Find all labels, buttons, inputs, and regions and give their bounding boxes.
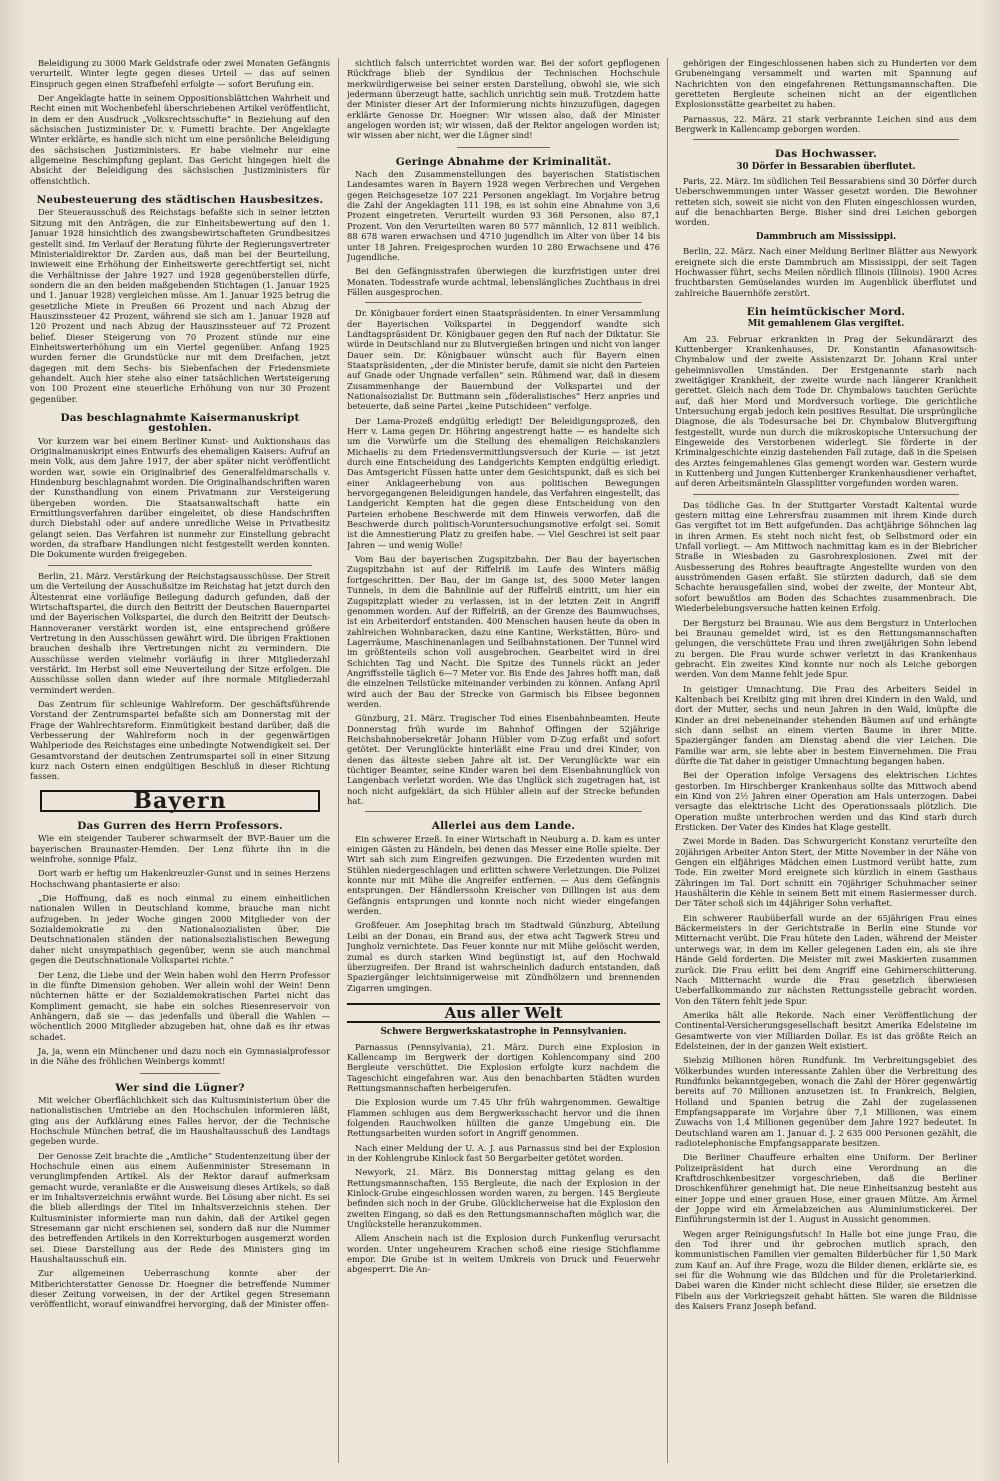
- article-paragraph: Die Explosion wurde um 7.45 Uhr früh wahrgenommen. Gewaltige Flammen schlugen aus dem Bergwerksschacht hervor und die ihnen folgenden Rauchwolken hüllten die ganze Umgebung ein. Die Rettungsarbeiten wurden sofort in Angriff genommen.: [347, 1097, 660, 1139]
- article-paragraph: Dr. Königbauer fordert einen Staatspräsidenten. In einer Versammlung der Bayerischen Volkspartei in Deggendorf wandte sich Landtagspräsident Dr. Königbauer gegen den Ruf nach der Diktatur. Sie würde in Deutschland nur zu Blutvergießen bringen und nicht von langer Dauer sein. Dr. Königbauer wünscht auch für Bayern einen Staatspräsidenten, „der die Minister berufe, damit sie nicht den Parteien auf Gnade oder Ungnade verfallen“ sein. Rühmend war, daß in diesem Zusammenhange der Bauernbund der Volkspartei und der Nationalsozialist Dr. Buttmann sein „föderalistisches“ Herz anpries und beteuerte, daß seine Partei „keine Putschideen“ verfolge.: [347, 308, 660, 412]
- article-headline: Wer sind die Lügner?: [115, 1081, 245, 1094]
- article-headline: Das Gurren des Herrn Professors.: [77, 820, 283, 833]
- article-paragraph: Paris, 22. März. Im südlichen Teil Bessarabiens sind 30 Dörfer durch Ueberschwemmungen unter Wasser gesetzt worden. Die Bewohner retteten sich, soweit sie nicht von den Fluten eingeschlossen wurden, auf die benachbarten Berge. Bisher sind drei Leichen geborgen worden.: [675, 176, 977, 228]
- article-paragraph: Bei der Operation infolge Versagens des elektrischen Lichtes gestorben. Im Hirschberger Krankenhaus sollte das Mittwoch abend ein Kind von 2½ Jahren einer Operation am Hals unterzogen. Dabei versagte das elektrische Licht des Operationssaals plötzlich. Die Operation mußte unterbrochen werden und das Kind starb durch Ersticken. Der Vater des Kindes hat Klage gestellt.: [675, 770, 977, 833]
- article-subheadline: Dammbruch am Mississippi.: [755, 231, 897, 242]
- column-left: [30, 58, 330, 1468]
- section-heading-banner: Aus aller Welt: [347, 1003, 660, 1023]
- column-right: [675, 58, 977, 1468]
- article-paragraph: Vor kurzem war bei einem Berliner Kunst- und Auktionshaus das Originalmanuskript eines Entwurfs des ehemaligen Kaisers: Aufruf an mein Volk, aus dem Jahre 1917, der aber später nicht veröffentlicht worden war, sowie ein Originalbrief des Generalfeldmarschalls v. Hindenburg beschlagnahmt worden. Die Originalhandschriften waren der Kunsthandlung von einem Privatmann zur Versteigerung übergeben worden. Die Staatsanwaltschaft hatte ein Ermittlungsverfahren darüber eingeleitet, ob diese Handschriften durch Diebstahl oder auf andere unredliche Weise in Privatbesitz gelangt seien. Das Verfahren ist nunmehr zur Einstellung gebracht worden, da strafbare Handlungen nicht festgestellt werden konnten. Die Dokumente wurden freigegeben.: [30, 435, 330, 560]
- article-paragraph: Nach einer Meldung der U. A. J. aus Parnassus sind bei der Explosion in der Kohlengrube Kinlock fast 50 Bergarbeiter getötet worden.: [347, 1142, 660, 1163]
- short-separator: [140, 1073, 220, 1074]
- section-heading-box: Bayern: [40, 790, 320, 812]
- article-paragraph: Das Zentrum für schleunige Wahlreform. Der geschäftsführende Vorstand der Zentrumspartei befaßte sich am Donnerstag mit der Frage der Wahlrechtsreform. Einmütigkeit bestand darüber, daß die Verbesserung der Wahlreform noch in der gegenwärtigen Wahlperiode des Reichstages eine unbedingte Notwendigkeit sei. Der Gesamtvorstand der deutschen Zentrumspartei soll in einer Sitzung kurz nach Ostern einen endgültigen Beschluß in dieser Richtung fassen.: [30, 698, 330, 782]
- article-subheadline: Mit gemahlenem Glas vergiftet.: [747, 319, 905, 330]
- article-headline: Das Hochwasser.: [775, 148, 877, 161]
- article-paragraph: „Die Hoffnung, daß es noch einmal zu einem einheitlichen nationalen Willen in Deutschland komme, brauche man nicht aufzugeben. In jeder Woche gingen 2000 Mitglieder von der Sozialdemokratie zu den Nationalsozialisten über. Die Deutschnationalen ständen der nationalsozialistischen Bewegung daher nicht unsympathisch gegenüber, wenn sie auch manchmal gegen die Deutschnationale Volkspartei richte.“: [30, 893, 330, 966]
- article-paragraph: Wie ein steigender Tauberer schwarmselt der BVP.-Bauer um die bayerischen Braunaster-Hemden. Der Lenz führte ihn in die weinfrohe, sonnige Pfalz.: [30, 833, 330, 865]
- separator-line: [365, 811, 642, 812]
- article-paragraph: Am 23. Februar erkrankten in Prag der Sekundärarzt des Kuttenberger Krankenhauses, Dr. Konstantin Afanasowitsch-Chymbalow und der zweite Assistenzarzt Dr. Johann Kral unter geheimnisvollen Umständen. Der Erstgenannte starb nach zweitägiger Krankheit, der zweite wurde nach längerer Krankheit gerettet. Gleich nach dem Tode Dr. Chymbalows tauchten Gerüchte auf, daß hier Mord und Mordversuch vorliege. Die gerichtliche Untersuchung ergab jedoch kein positives Resultat. Die ursprüngliche Diagnose, die als Todesursache bei Dr. Chymbalow Blutvergiftung festgestellt, wurde nun durch die mikroskopische Untersuchung der Eingeweide des Verstorbenen widerlegt. Sie förderte in der Kriminalgeschichte einzig dastehenden Fall zutage, daß in die Speisen des Arztes feingemahlenes Glas gemengt worden war. Gestern wurde in Kuttenberg und Jungen Kuttenberger Krankenhausdiener verhaftet, auf deren Arbeitsmänteln Glassplitter vorgefunden worden waren.: [675, 333, 977, 489]
- article-paragraph: Amerika hält alle Rekorde. Nach einer Veröffentlichung der Continental-Versicherungsgesellschaft besitzt Amerika Edelsteine im Gesamtwerte von vier Milliarden Dollar. Es ist das größte Reich an Edelsteinen, der in der ganzen Welt existiert.: [675, 1009, 977, 1051]
- article-paragraph: Ein schwerer Erzeß. In einer Wirtschaft in Neuburg a. D. kam es unter einigen Gästen zu Händeln, bei denen das Messer eine Rolle spielte. Der Wirt sah sich zum Eingreifen gezwungen. Die Erzedenten wurden mit Stühlen niedergeschlagen und erlitten schwere Verletzungen. Die Polizei konnte nur mit Mühe die Angreifer entfernen. — Aus dem Gefängnis entsprungen. Der Händlerssohn Kreischer von Dillingen ist aus dem Gefängnis entsprungen und konnte noch nicht wieder eingefangen werden.: [347, 833, 660, 917]
- article-paragraph: Ja, ja, wenn ein Münchener und dazu noch ein Gymnasialprofessor in die Nähe des fröhlichen Weinbergs kommt!: [30, 1045, 330, 1067]
- separator-line: [693, 494, 959, 495]
- article-paragraph: Das tödliche Gas. In der Stuttgarter Vorstadt Kaltental wurde gestern mittag eine Lehrersfrau zusammen mit ihrem Kinde durch Gas vergiftet tot im Bett aufgefunden. Das achtjährige Söhnchen lag in ihren Armen. Es steht noch nicht fest, ob Selbstmord oder ein Unfall vorliegt. — Am Mittwoch nachmittag kam es in der Biebricher Straße in Wiesbaden zu Gasrohrexplosionen. Zwei mit der Ausbesserung des Rohres beauftragte Angestellte wurden von den ausströmenden Gasen erfaßt. Sie stürzten dadurch, daß sie dem Schachte herausgefallen sind, wobei der zweite, der Monteur Abt, sofort bewußtlos am Boden des Schachtes zusammenbrach. Die Wiederbelebungsversuche hatten keinen Erfolg.: [675, 499, 977, 614]
- article-paragraph: Zur allgemeinen Ueberraschung konnte aber der Mitberichterstatter Genosse Dr. Hoegner die betreffende Nummer dieser Zeitung vorweisen, in der der Artikel gegen Stresemann veröffentlicht, worauf einwandfrei hervorging, daß der Minister offen-: [30, 1268, 330, 1310]
- column-middle: [347, 58, 660, 1468]
- article-subheadline: Schwere Bergwerkskatastrophe in Pennsylvanien.: [380, 1027, 627, 1038]
- article-paragraph: Berlin, 21. März. Verstärkung der Reichstagsausschüsse. Der Streit um die Verteilung der Ausschußsitze im Reichstag hat jetzt durch den Ältestenrat eine vorläufige Beilegung dadurch gefunden, daß der Wirtschaftspartei, die durch den Beitritt der Deutschen Bauernpartei und der Bayerischen Volkspartei, die durch den Beitritt der Deutsch-Hannoveraner verstärkt worden ist, eine entsprechend größere Vertretung in den Ausschüssen gewährt wird. Die übrigen Fraktionen brauchen deshalb ihre Vertretungen nicht zu vermindern. Die Ausschüsse werden vielmehr vorläufig in ihrer Mitgliederzahl verstärkt. Im Herbst soll eine Neuverteilung der Sitze erfolgen. Die Ausschüsse sollen dann wieder auf ihre normale Mitgliederzahl vermindert werden.: [30, 570, 330, 695]
- article-headline: Neubesteuerung des städtischen Hausbesitzes.: [36, 194, 324, 207]
- column-rule: [667, 58, 668, 1463]
- separator-line: [693, 139, 959, 140]
- article-paragraph: Bei den Gefängnisstrafen überwiegen die kurzfristigen unter drei Monaten. Todesstrafe wurde achtmal, lebenslängliches Zuchthaus in drei Fällen ausgesprochen.: [347, 266, 660, 297]
- article-paragraph: gehörigen der Eingeschlossenen haben sich zu Hunderten vor dem Grubeneingang versammelt und warten mit Spannung auf Nachrichten von den eingefahrenen Rettungsmannschaften. Die geretteten Bergleute scheinen nicht an der eigentlichen Explosionsstätte gearbeitet zu haben.: [675, 58, 977, 110]
- article-paragraph: Der Steuerausschuß des Reichstags befaßte sich in seiner letzten Sitzung mit den Anträgen, die zur Einheitsbewertung auf den 1. Januar 1928 hinsichtlich des zwangsbewirtschafteten Grundbesitzes gestellt sind. Im Verlauf der Beratung führte der Regierungsvertreter Ministerialdirektor Dr. Zarden aus, daß man bei der Beurteilung, inwieweit eine Erhöhung der Einheitswerte gerechtfertigt sei, nicht die Verhältnisse der Jahre 1927 und 1928 gegenüberstellen dürfe, sondern die an den beiden maßgebenden Stichtagen (1. Januar 1925 und 1. Januar 1928) vergleichen müsse. Am 1. Januar 1925 betrug die gesetzliche Miete in Preußen 66 Prozent und nach Abzug der Hauszinssteuer 42 Prozent, während sie sich am 1. Januar 1928 auf 120 Prozent und nach Abzug der Hauszinssteuer auf 72 Prozent belief. Dieser Steigerung von 70 Prozent stünde nur eine Einheitswerterhöhung um ein Viertel gegenüber. Anfang 1925 wurden ferner die Grundstücke nur mit dem Dreifachen, jetzt dagegen mit dem Sechs- bis Siebenfachen der Friedensmiete gehandelt. Auch hier stehe also einer tatsächlichen Wertsteigerung von 100 Prozent eine steuerliche Erhöhung von nur 30 Prozent gegenüber.: [30, 207, 330, 404]
- short-separator: [457, 147, 550, 148]
- article-paragraph: Günzburg, 21. März. Tragischer Tod eines Eisenbahnbeamten. Heute Donnerstag früh wurde im Bahnhof Offingen der 52jährige Reichsbahnobersekretär Johann Hübler vom D-Zug erfaßt und sofort getötet. Der Verunglückte hinterläßt eine Frau und drei Kinder, von denen das älteste sieben Jahre alt ist. Der Verunglückte war ein tüchtiger Beamter, seine Kinder waren bei dem Eisenbahnunglück von Langenbach verletzt worden. Wie das Unglück sich zugetragen hat, ist noch nicht aufgeklärt, da sich Hübler allein auf der Strecke befunden hat.: [347, 713, 660, 807]
- article-paragraph: Dort warb er heftig um Hakenkreuzler-Gunst und in seines Herzens Hochschwang phantasierte er also:: [30, 868, 330, 889]
- article-paragraph: Der Angeklagte hatte in seinem Oppositionsblättchen Wahrheit und Recht einen mit Wochenbefehl überschriebenen Artikel veröffentlicht, in dem er den Ausdruck „Volksrechtsschufte“ in Beziehung auf den sächsischen Justizminister Dr. v. Fumetti brachte. Der Angeklagte Winter erklärte, es handle sich nicht um eine persönliche Beleidigung des sächsischen Justizministers. Er habe vielmehr nur eine allgemeine Beschimpfung geplant. Das Gericht hingegen hielt die Absicht der Beleidigung des sächsischen Justizministers für offensichtlich.: [30, 93, 330, 186]
- article-paragraph: Siebzig Millionen hören Rundfunk. Im Verbreitungsgebiet des Völkerbundes wurden interessante Zahlen über die Verbreitung des Rundfunks bekanntgegeben, wonach die Zahl der Hörer gegenwärtig bereits auf 70 Millionen anzusetzen ist. In Frankreich, Belgien, Holland und Spanien betrug die Zahl der zugelassenen Empfangsapparate im Vorjahre über 7,1 Millionen, was einem Zuwachs von 1,4 Millionen gegenüber dem Jahre 1927 bedeutet. In Deutschland waren am 1. Januar d. J. 2 635 000 Personen gezählt, die radiotelephonische Empfangsapparate besitzen.: [675, 1055, 977, 1148]
- article-paragraph: Großfeuer. Am Josephitag brach im Stadtwald Günzburg, Abteilung Leibi an der Donau, ein Brand aus, der etwa acht Tagwerk Streu und Jungholz vernichtete. Das Feuer konnte nur mit Mühe gelöscht werden, zumal es durch starken Wind begünstigt ist, auf den Hochwald überzugreifen. Der Brand ist wahrscheinlich dadurch entstanden, daß Spaziergänger leichtsinnigerweise mit Zündhölzern und brennenden Zigarren umgingen.: [347, 920, 660, 993]
- article-headline: Ein heimtückischer Mord.: [746, 305, 906, 318]
- article-paragraph: Parnassus, 22. März. 21 stark verbrannte Leichen sind aus dem Bergwerk in Kallencamp geborgen worden.: [675, 113, 977, 135]
- article-paragraph: Beleidigung zu 3000 Mark Geldstrafe oder zwei Monaten Gefängnis verurteilt. Winter legte gegen dieses Urteil — das auf seinen Einspruch gegen einen Strafbefehl erfolgte — sofort Berufung ein.: [30, 58, 330, 89]
- article-paragraph: Nach den Zusammenstellungen des bayerischen Statistischen Landesamtes waren in Bayern 1928 wegen Verbrechen und Vergehen gegen Reichsgesetze 107 221 Personen angeklagt. Im Vorjahre betrug die Zahl der Angeklagten 111 198, es ist sohin eine Abnahme von 3,6 Prozent eingetreten. Verurteilt wurden 93 368 Personen, also 87,1 Prozent. Von den Verurteilten waren 80 577 männlich, 12 811 weiblich. 88 678 waren erwachsen und 4710 jugendlich im Alter von über 14 bis unter 18 Jahren. Freigesprochen wurden 10 280 Erwachsene und 476 Jugendliche.: [347, 169, 660, 262]
- article-subheadline: 30 Dörfer in Bessarabien überflutet.: [736, 161, 916, 172]
- article-paragraph: Die Berliner Chauffeure erhalten eine Uniform. Der Berliner Polizeipräsident hat durch eine Verordnung an die Kraftdroschkenbesitzer vorgeschrieben, daß die Berliner Droschkenführer genehmigt hat. Die neue Einheitsanzug besteht aus einer Joppe und einer grauen Hose, einer grauen Mütze. Am Ärmel der Joppe wird ein Ärmelabzeichen aus Aluminiumstickerei. Der Einführungstermin ist der 1. August in Aussicht genommen.: [675, 1152, 977, 1225]
- separator-line: [48, 565, 312, 566]
- article-paragraph: Ein schwerer Raubüberfall wurde an der 65jährigen Frau eines Bäckermeisters in der Gerichtstraße in Berlin eine Stunde vor Mitternacht verübt. Die Frau hütete den Laden, während der Meister unterwegs war, in dem im Keller gelegenen Laden ein, als sie ihre Hände Geld forderten. Die Meister mit zwei Maskierten zusammen zurück. Die Frau erlitt bei dem Angriff eine Gehirnerschütterung. Nach Mitternacht wurde die Frau gesetzlich überwiesen Ueberfallkommando zur nächsten Rettungsstelle gebracht worden. Von den Tätern fehlt jede Spur.: [675, 912, 977, 1006]
- separator-line: [365, 302, 642, 303]
- article-paragraph: Wegen arger Reinigungsfutsch! In Halle bot eine junge Frau, die den Tod ihrer und ihr gebrochen mutlich sprach, den kommunistischen Familien vier gemalten Bilderbücher für 1,50 Mark zum Kauf an. Auf ihre Frage, wozu die Bilder dienen, erklärte sie, es sei für die Wohnung wie das Bildchen und für die Proletarierkind. Dabei waren die Kinder nicht schlecht diese Bilder, sie ersetzen die Fibeln aus der Vorkriegszeit gehabt hätten. Sie waren die Bildnisse des Kaisers Franz Joseph befand.: [675, 1228, 977, 1312]
- article-paragraph: sichtlich falsch unterrichtet worden war. Bei der sofort gepflogenen Rückfrage blieb der Syndikus der Technischen Hochschule merkwürdigerweise bei seiner ersten Darstellung, obwohl sie, wie sich jedermann überzeugt hatte, sachlich unrichtig sein muß. Trotzdem hatte der Minister dieser Art der Informierung nichts hinzuzufügen, dagegen erklärte Genosse Dr. Hoegner: Wir wissen also, daß der Minister angelogen worden ist; wir wissen, daß der Rektor angelogen worden ist; wir wissen aber nicht, wer die Lügner sind!: [347, 58, 660, 141]
- article-headline: Geringe Abnahme der Kriminalität.: [395, 155, 612, 168]
- article-headline: Allerlei aus dem Lande.: [431, 820, 576, 833]
- article-paragraph: Der Bergsturz bei Braunau. Wie aus dem Bergsturz in Unterlochen bei Braunau gemeldet wird, ist es den Rettungsmannschaften gelungen, die verschüttete Frau und ihren zweijährigen Sohn lebend zu bergen. Die Frau wurde schwer verletzt in das Krankenhaus gebracht. Ein zweites Kind konnte nur noch als Leiche geborgen werden. Von dem Manne fehlt jede Spur.: [675, 617, 977, 680]
- article-paragraph: Zwei Morde in Baden. Das Schwurgericht Konstanz verurteilte den 20jährigen Arbeiter Anton Stert, der Mitte November in der Nähe von Gengen ein elfjähriges Mädchen einen Lustmord verübt hatte, zum Tode. Ein zweiter Mord ereignete sich kürzlich in einem Gasthaus Zähringen im Tal. Dort schnitt ein 70jähriger Schuhmacher seiner Haushälterin die Kehle in seinem Bett mit einem Rasiermesser durch. Der Täter schoß sich im 44jähriger Sohn verhaftet.: [675, 836, 977, 909]
- article-paragraph: Der Genosse Zeit brachte die „Amtliche“ Studentenzeitung über der Hochschule einen aus einem Außenminister Stresemann in verunglimpfenden Artikel. Als der Rektor darauf aufmerksam gemacht wurde, veranlaßte er die Ausweisung dieses Artikels, so daß er im Inhaltsverzeichnis erwähnt wurde. Bei Lösung aber nicht. Es sei die blieb allerdings der Titel im Inhaltsverzeichnis stehen. Der Kultusminister informierte man nun dahin, daß der Artikel gegen Stresemann gar nicht erschienen sei, sondern daß nur die Nummer des betreffenden Artikels in den Korrekturbogen ausgemerzt worden sei. Diese Darstellung aus der Rede des Ministers ging im Haushaltausschuß ein.: [30, 1150, 330, 1265]
- column-rule: [338, 58, 339, 1463]
- article-paragraph: Newyork, 21. März. Bis Donnerstag mittag gelang es den Rettungsmannschaften, 155 Bergleute, die nach der Explosion in der Kinlock-Grube eingeschlossen worden waren, zu bergen. 145 Bergleute befinden sich noch in der Grube. Glücklicherweise hat die Explosion den zweiten Eingang, so daß es den Rettungsmannschaften möglich war, die Unglückstelle heranzukommen.: [347, 1167, 660, 1230]
- article-paragraph: Berlin, 22. März. Nach einer Meldung Berliner Blätter aus Newyork ereignete sich die erste Dammbruch am Mississippi, der seit Tagen Hochwasser führt, sechs Meilen nördlich Illinois (Illinois). 1900 Acres fruchtbarsten Gemüselandes wurden im Augenblick überflutet und zahlreiche Bauernhöfe zerstört.: [675, 246, 977, 298]
- article-paragraph: Vom Bau der bayerischen Zugspitzbahn. Der Bau der bayerischen Zugspitzbahn ist auf der Riffelriß im Laufe des Winters mäßig fortgeschritten. Der Bau, der im Gange ist, des 5000 Meter langen Tunnels, in dem die Bahnlinie auf der Riffelriß eintritt, um hier ein Zugspitzplatt wieder zu verlassen, ist in der letzten Zeit in Angriff genommen worden. Auf der Riffelriß, an der Grenze des Baumwuchses, ist ein Arbeiterdorf entstanden. 400 Menschen hausen heute da oben in zahlreichen Wohnbaracken, dazu eine Kantine, Werkstätten, Büro- und Lagerräume, Maschinenanlagen und Seilbahnstationen. Der Tunnel wird im größtenteils schon voll ausgebrochen. Gearbeitet wird in drei Schichten Tag und Nacht. Die Spitze des Tunnels rückt an jeder Angriffsstelle täglich 6—7 Meter vor. Bis Ende des Jahres hofft man, daß die einzelnen Teilstücke miteinander verbinden zu können. Anfang April wird auch der Bau der Strecke von Garmisch bis Eibsee begonnen werden.: [347, 554, 660, 709]
- article-paragraph: Parnassus (Pennsylvania), 21. März. Durch eine Explosion in Kallencamp im Bergwerk der dortigen Kohlencompany sind 200 Bergleute verschüttet. Die Explosion erfolgte kurz nachdem die Tageschicht eingefahren war. Aus den benachbarten Städten wurden Rettungsmannschaften herbeigerufen.: [347, 1041, 660, 1093]
- article-paragraph: Allem Anschein nach ist die Explosion durch Funkenflug verursacht worden. Unter ungeheurem Krachen schoß eine riesige Stichflamme empor. Die Grube ist in weitem Umkreis von Druck und Feuerwehr abgesperrt. Die An-: [347, 1233, 660, 1275]
- article-headline: Das beschlagnahmte Kaisermanuskript gestohlen.: [60, 412, 300, 435]
- article-paragraph: Mit welcher Oberflächlichkeit sich das Kultusministerium über die nationalistischen Umtriebe an den Hochschulen informieren läßt, ging aus der Aufklärung eines Falles hervor, der die Technische Hochschule München betraf, die im Haushaltausschuß des Landtags gegeben wurde.: [30, 1094, 330, 1147]
- article-paragraph: In geistiger Umnachtung. Die Frau des Arbeiters Seidel in Kaltenbach bei Kreibitz ging mit ihren drei Kindern in den Wald, und dort der Mutter, sechs und neun Jahren in den Wald, knüpfte die Kinder an drei nebeneinander stehenden Bäumen auf und erhängte sich dann selbst an einem vierten Baume in ihrer Mitte. Spaziergänger fanden am Dienstag abend die vier Leichen. Die Familie war arm, sie lebte aber in bestem Einvernehmen. Die Frau dürfte die Tat daher in geistiger Umnachtung begangen haben.: [675, 683, 977, 766]
- article-paragraph: Der Lama-Prozeß endgültig erledigt! Der Beleidigungsprozeß, den Herr v. Lama gegen Dr. Höhring angestrengt hatte — es handelte sich um die Vorwürfe um die Stellung des ehemaligen Reichskanzlers Michaelis zu dem Friedensvermittlungsversuch der Kurie — ist jetzt durch eine Entscheidung des Landgerichts Kempten endgültig erledigt. Das Amtsgericht Füssen hatte unter dem Gesichtspunkt, daß es sich bei einer Anklageerhebung von aus politischen Bewegungen hervorgegangenen Beleidigungen handele, das Verfahren eingestellt, das Landgericht Kempten hat die gegen diese Entscheidung von den Parteien erhobene Beschwerde mit dem Hinweis verworfen, daß die Beschwerde durch politisch-Voruntersuchungsmotive erfolgt sei. Somit ist die Amnestierung Platz zu greifen habe. — Viel Geschrei ist seit paar Jahren — und wenig Wolle!: [347, 415, 660, 550]
- article-paragraph: Der Lenz, die Liebe und der Wein haben wohl den Herrn Professor in die fünfte Dimension gehoben. Wer allein wohl der Wein! Denn nüchternen hätte er der Sozialdemokratischen Partei nicht das Kompliment gemacht, sie habe ein solches Riesenreservoir von Anhängern, daß sie — das jedenfalls und überall die Wahlen — wöchentlich 2000 Mitglieder abzugeben hat, ohne daß es ihr etwas schadet.: [30, 969, 330, 1042]
